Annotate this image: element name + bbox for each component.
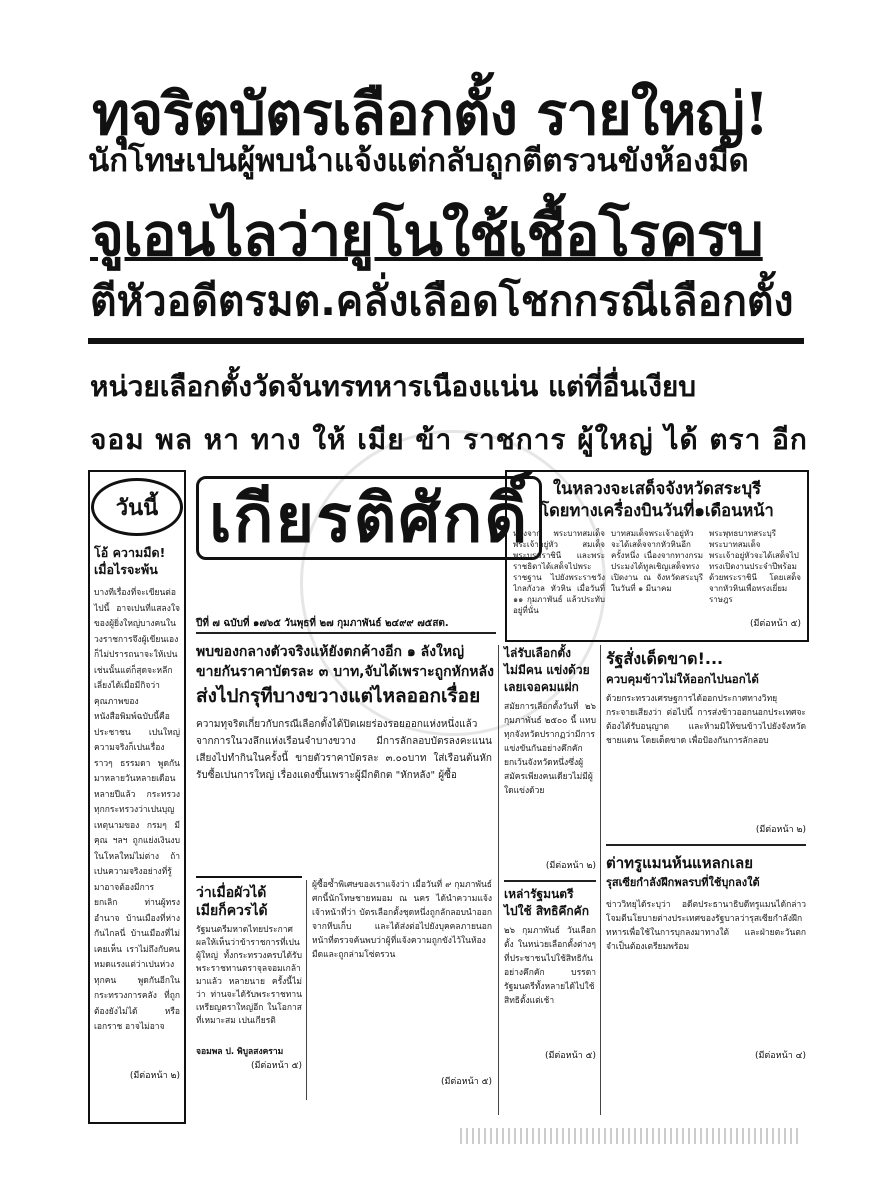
left-column-continue: (มีต่อหน้า ๒) xyxy=(129,1071,180,1081)
right-headline-3: ต่าทรูแมนห้นแหลกเลย xyxy=(606,854,753,872)
right-rule xyxy=(606,844,806,846)
divider xyxy=(600,645,601,1115)
divider xyxy=(498,645,499,1115)
headline-rule xyxy=(88,338,804,344)
right-continue-2: (มีต่อหน้า ๔) xyxy=(754,1051,806,1061)
right-continue: (มีต่อหน้า ๒) xyxy=(755,825,806,835)
main-headline: ทุจริตบัตรเลือกตั้ง รายใหญ่! xyxy=(92,80,769,148)
second-headline: จูเอนไลว่ายูโนใช้เชื้อโรครบ xyxy=(90,201,763,269)
right-headline-1: รัฐสั่งเด็ดขาด!... xyxy=(606,649,724,668)
right-headline-4: รุสเซียกำลังฝึกพลรบที่ใช้บุกลงใต้ xyxy=(606,876,760,889)
mid-column xyxy=(504,645,596,1115)
fourth-headline: หน่วยเลือกตั้งวัดจันทรทหารเนืองแน่น แต่ที่อื่นเงียบ xyxy=(90,370,697,403)
main-story-headline-3: ส่งไปกรุทีบางขวางแต่ไหลออกเรื่อย xyxy=(196,685,481,707)
mid-headline-5: ไปใช้ สิทธิคึกคัก xyxy=(504,904,589,918)
mid-headline-4: เหล่ารัฐมนตรี xyxy=(504,887,574,901)
left-column-body: บางทีเรื่องที่จะเขียนต่อไปนี้ อาจเปนที่แสลงใจของผู้ยิ่งใหญ่บางคนในวงราชการจึงผู้เขียนเองก็ไม่ปรารถนาจะให้เปนเช่นนั้นแต่ก็สุดจะหลีกเลี่ยงได้เมื่อมีกิจว่าคุณภาพของหนังสือพิมพ์ฉบับนี้คือประชาชน เปนใหญ่ ความจริงก็เปนเรื่องราวๆ ธรรมดา พูดกันมาหลายวันหลายเดือน หลายปีแล้ว กระทรวงทุกกระทรวงว่าเปนบุญเหตุนามของ กรมๆ มีคุณ ฯลฯ ถูกแย่งเงินงบในโหลใหม่ไม่ต่าง ถ้าเปนความจริงอย่างที่รู้มาอาจต้องมีการ ยกเลิก ท่านผู้ทรงอำนาจ บ้านเมืองที่ห่างกันไกลนี่ บ้านเมืองที่ไม่เคยเห็น เราไม่ถึงกับคนหมดแรงแต่ว่าเปนห่วงทุกคน พูดกันอีกในกระทรวงการคลัง ที่ถูกต้องยังไม่ได้ หรือเอกราช อาจไม่อาจ xyxy=(94,588,180,1032)
sub-left-headline-1: ว่าเมื่อผัวได้ xyxy=(196,885,267,901)
divider xyxy=(306,880,307,1100)
royal-visit-title-2: โดยทางเครื่องบินวันที่๑เดือนหน้า xyxy=(540,501,774,520)
left-heading-1: โอ้ ความมืด! xyxy=(94,545,166,560)
mid-rule xyxy=(504,880,596,882)
mid-body: สมัยการเลือกตั้งวันที่ ๒๖ กุมภาพันธ์ ๒๕๐๐ นี้ แทบทุกจังหวัดปรากฏว่ามีการแข่งขันกันอย่างคึกคัก ยกเว้นจังหวัดหนึ่งซึ่งผู้สมัครเพียงคนเดียวไม่มีผู้ใดแข่งด้วย xyxy=(504,702,596,796)
issue-line: ปีที่ ๗ ฉบับที่ ๑๗๖๕ วันพุธที่ ๒๗ กุมภาพันธ์ ๒๔๙๙ ๗๕สต. xyxy=(196,618,449,629)
third-headline: ตีหัวอดีตรมต.คลั่งเลือดโชกกรณีเลือกตั้ง xyxy=(90,277,794,325)
mid-headline-3: เลยเจอคมแฝก xyxy=(504,680,579,694)
masthead-name: เกียรติศักดิ์ xyxy=(196,476,542,560)
mid-continue: (มีต่อหน้า ๒) xyxy=(545,861,596,871)
print-noise xyxy=(460,1128,800,1144)
mid-headline-2: ไม่มีคน แข่งด้วย xyxy=(504,663,590,677)
royal-visit-col-3: พระพุทธบาทสระบุรี พระบาทสมเด็จพระเจ้าอยู่หัวจะได้เสด็จไปทรงเปิดงานประจำปีพร้อมด้วยพระราชินี โดยเสด็จจากหัวหินเพื่อทรงเยี่ยมราษฎร xyxy=(709,529,801,604)
right-body-2: ข่าววิทยุได้ระบุว่า อดีตประธานาธิบดีทรูแมนได้กล่าวโจมตีนโยบายต่างประเทศของรัฐบาลว่ารุสเซียกำลังฝึกทหารเพื่อใช้ในการบุกลงมาทางใต้ และฝ่ายตะวันตกจำเป็นต้องเตรียมพร้อม xyxy=(606,900,806,952)
royal-visit-continue: (มีต่อหน้า ๕) xyxy=(749,619,801,629)
fifth-headline: จอม พล หา ทาง ให้ เมีย ข้า ราชการ ผู้ใหญ่ ได้ ตรา อีก xyxy=(90,423,808,456)
sub-headline: นักโทษเปนผู้พบนำแจ้งแต่กลับถูกตีตรวนขังห้องมืด xyxy=(88,143,749,179)
sub-left-continue: (มีต่อหน้า ๕) xyxy=(250,1061,302,1071)
masthead-rule xyxy=(196,632,496,634)
royal-visit-box xyxy=(505,470,809,642)
mid-body-2: ๒๖ กุมภาพันธ์ วันเลือกตั้ง ในหน่วยเลือกตั้งต่างๆ ที่ประชาชนไปใช้สิทธิกันอย่างคึกคัก บรรดารัฐมนตรีทั้งหลายได้ไปใช้สิทธิตั้งแต่เช้า xyxy=(504,926,596,1006)
sub-mid-body: ผู้ซื้อซ้ำพิเศษของเราแจ้งว่า เมื่อวันที่ ๙ กุมภาพันธ์ศกนี้นักโทษชายหมอม ณ นคร ได้นำความแจ้งเจ้าหน้าที่ว่า บัตรเลือกตั้งชุดหนึ่งถูกลักลอบนำออกจากหีบเก็บ และได้ส่งต่อไปยังบุคคลภายนอก หน้าที่ตรวจค้นพบว่าผู้ที่แจ้งความถูกขังไว้ในห้องมืดและถูกล่ามโซ่ตรวน xyxy=(312,880,492,960)
sub-mid-continue: (มีต่อหน้า ๕) xyxy=(440,1077,492,1087)
mid-headline-1: ไล่รับเลือกตั้ง xyxy=(504,646,572,660)
sub-story-mid xyxy=(312,878,492,1098)
sub-left-headline-2: เมียก็ควรได้ xyxy=(196,903,268,919)
right-body: ด้วยกระทรวงเศรษฐการได้ออกประกาศทางวิทยุกระจายเสียงว่า ต่อไปนี้ การส่งข้าวออกนอกประเทศจะต้องได้รับอนุญาต และห้ามมิให้ขนข้าวไปยังจังหวัดชายแดน โดยเด็ดขาด เพื่อป้องกันการลักลอบ xyxy=(606,694,806,746)
royal-visit-title-1: ในหลวงจะเสด็จจังหวัดสระบุรี xyxy=(553,479,761,498)
main-story-body: ความทุจริตเกี่ยวกับกรณีเลือกตั้งได้ปิดเผยร่องรอยออกแห่งหนึ่งแล้วจากการในวงลึกแห่งเรือนจำบางขวาง มีการลักลอบบัตรลงคะแนนเสียงไปทำกินในครั้งนี้ ขายตัวราคาบัตรละ ๓.๐๐บาท ใส่เรือนต้นหักรับซื้อเปนการใหญ่ เรื่องแดงขึ้นเพราะผู้มีกติกต "หักหลัง" ผู้ซื้อ xyxy=(196,719,492,781)
royal-visit-col-2: บาทสมเด็จพระเจ้าอยู่หัว จะได้เสด็จจากหัวหินอีกครั้งหนึ่ง เนื่องจากทางกรมประมงได้ทูลเชิญเสด็จทรงเปิดงาน ณ จังหวัดสระบุรี ในวันที่ ๑ มีนาคม xyxy=(611,529,703,593)
mid-continue-2: (มีต่อหน้า ๕) xyxy=(544,1051,596,1061)
right-headline-2: ควบคุมข้าวไม่ให้ออกไปนอกได้ xyxy=(606,672,759,686)
left-heading-2: เมื่อไรจะพ้น xyxy=(94,562,158,577)
main-story-headline-2: ขายกันราคาบัตรละ ๓ บาท,จับได้เพราะถูกหักหลัง xyxy=(196,664,494,680)
sub-left-sign: จอมพล ป. พิบูลสงคราม xyxy=(196,1047,284,1057)
main-story-headline-1: พบของกลางตัวจริงแห้ยังตกค้างอีก ๑ ลังใหญ่ xyxy=(196,644,465,660)
sub-left-body: รัฐมนตรีมหาดไทยประกาศผลให้เห็นว่าข้าราชการที่เปนผู้ใหญ่ ทั้งกระทรวงครบได้รับพระราชทานตราจุลจอมเกล้ามาแล้ว หลายนาย ครั้งนี้ไม่ว่า ท่านจะได้รับพระราชทานเหรียญตราใหญ่อีก ในโอกาสที่เหมาะสม เปนเกียรติ xyxy=(196,925,302,1026)
sub-story-left xyxy=(196,876,302,1098)
right-column xyxy=(606,648,806,1118)
masthead xyxy=(196,476,542,560)
main-story xyxy=(196,642,492,820)
left-column-box xyxy=(88,470,186,1124)
royal-visit-col-1: หลังจาก พระบาทสมเด็จ พระเจ้าอยู่หัว สมเด็จพระบรมราชินี และพระราชธิดาได้เสด็จไปพระราชฐาน ไปยังพระราชวังไกลกังวล หัวหิน เมื่อวันที่ ๑๑ กุมภาพันธ์ แล้วประทับอยู่ที่นั่น xyxy=(513,529,605,615)
today-logo: วันนี้ xyxy=(91,478,183,536)
